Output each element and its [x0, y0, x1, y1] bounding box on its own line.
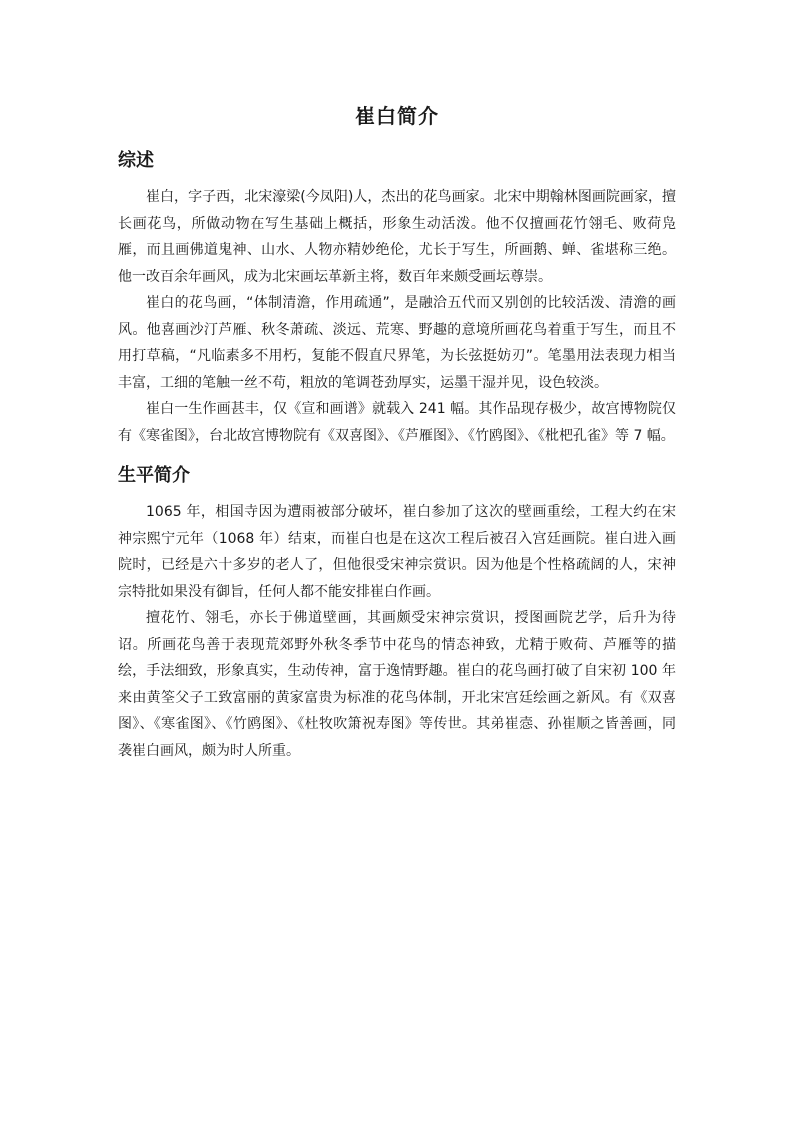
- section-body-overview: [118, 184, 676, 449]
- paragraph: 崔白，字子西，北宋濠梁(今凤阳)人，杰出的花鸟画家。北宋中期翰林图画院画家，擅长画花鸟，所做动物在写生基础上概括，形象生动活泼。他不仅擅画花竹翎毛、败荷凫雁，而且画佛道鬼神、山水、人物亦精妙绝伦，尤长于写生，所画鹅、蝉、雀堪称三绝。他一改百余年画风，成为北宋画坛革新主将，数百年来颇受画坛尊崇。: [118, 189, 676, 285]
- paragraph: 崔白一生作画甚丰，仅《宣和画谱》就载入 241 幅。其作品现存极少，故宫博物院仅有《寒雀图》，台北故宫博物院有《双喜图》、《芦雁图》、《竹鸥图》、《枇杷孔雀》等 7 幅。: [118, 401, 676, 444]
- section-biography: [118, 461, 676, 764]
- section-heading-biography: 生平简介: [118, 465, 190, 486]
- paragraph: 擅花竹、翎毛，亦长于佛道壁画，其画颇受宋神宗赏识，授图画院艺学，后升为待诏。所画花鸟善于表现荒郊野外秋冬季节中花鸟的情态神致，尤精于败荷、芦雁等的描绘，手法细致，形象真实，生动传神，富于逸情野趣。崔白的花鸟画打破了自宋初 100 年来由黄筌父子工致富丽的黄家富贵为标准的花鸟体制，开北宋宫廷绘画之新风。有《双喜图》、《寒雀图》、《竹鸥图》、《杜牧吹箫祝寿图》等传世。其弟崔悫、孙崔顺之皆善画，同袭崔白画风，颇为时人所重。: [118, 610, 676, 759]
- paragraph: 1065 年，相国寺因为遭雨被部分破坏，崔白参加了这次的壁画重绘，工程大约在宋神宗熙宁元年（1068 年）结束，而崔白也是在这次工程后被召入宫廷画院。崔白进入画院时，已经是六十多岁的老人了，但他很受宋神宗赏识。因为他是个性格疏阔的人，宋神宗特批如果没有御旨，任何人都不能安排崔白作画。: [118, 504, 676, 600]
- section-overview: [118, 146, 676, 449]
- section-body-biography: [118, 499, 676, 764]
- section-heading-overview: 综述: [118, 150, 154, 171]
- document-title: 崔白简介: [355, 104, 439, 128]
- paragraph: 崔白的花鸟画，“体制清澹，作用疏通”，是融洽五代而又别创的比较活泼、清澹的画风。他喜画沙汀芦雁、秋冬萧疏、淡远、荒寒、野趣的意境所画花鸟着重于写生，而且不用打草稿，“凡临素多不用朽，复能不假直尺界笔，为长弦挺妨刃”。笔墨用法表现力相当丰富，工细的笔触一丝不苟，粗放的笔调苍劲厚实，运墨干湿并见，设色较淡。: [118, 295, 676, 391]
